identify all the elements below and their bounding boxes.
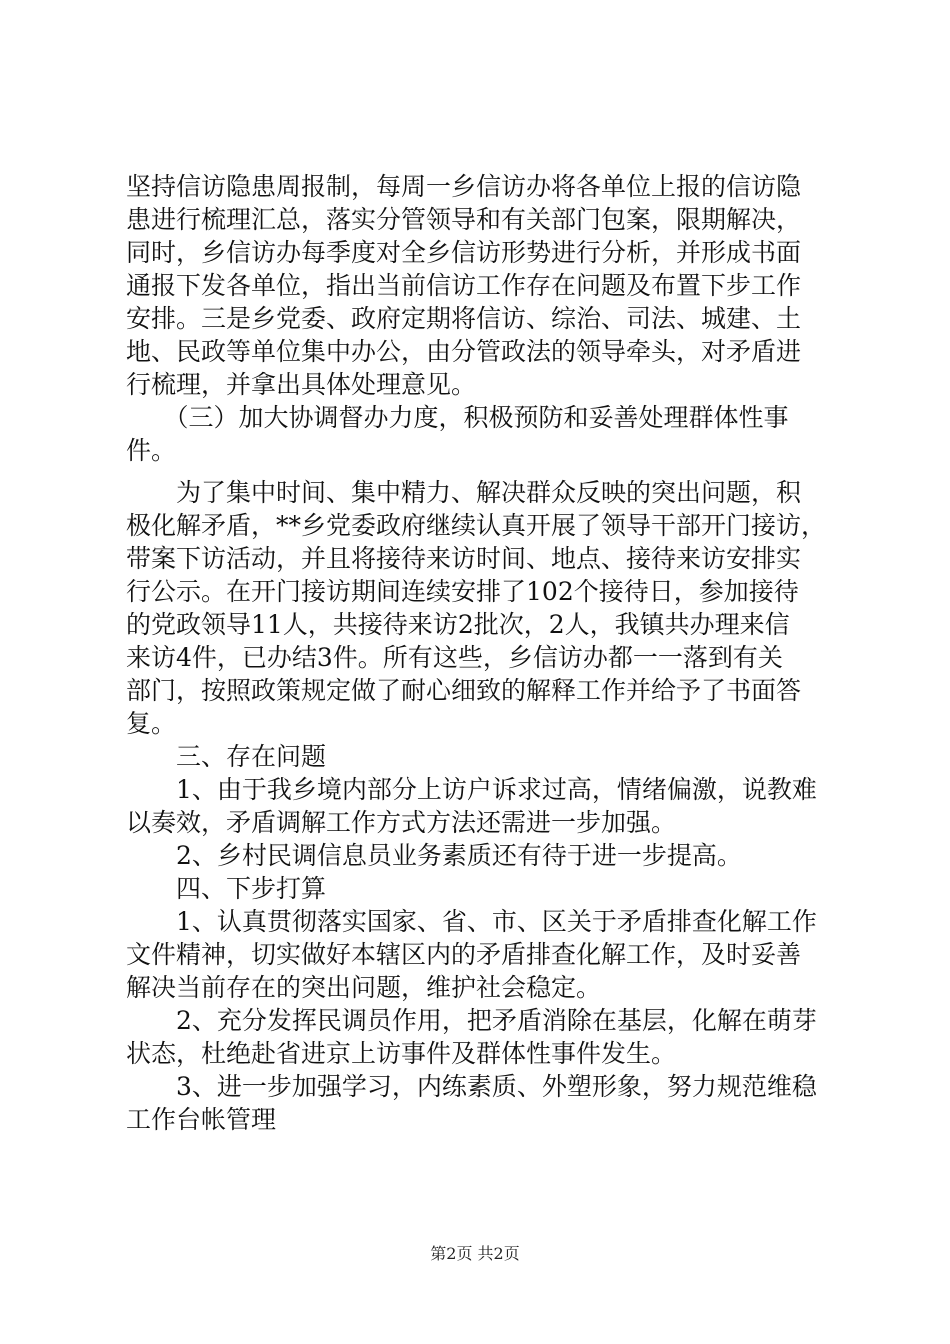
text-line: 2、充分发挥民调员作用，把矛盾消除在基层，化解在萌芽: [126, 1006, 817, 1035]
text-line: 极化解矛盾，**乡党委政府继续认真开展了领导干部开门接访，: [126, 511, 827, 540]
document-body: [126, 170, 826, 1136]
section-heading: 三、存在问题: [126, 742, 327, 771]
text-line: 文件精神，切实做好本辖区内的矛盾排查化解工作，及时妥善: [126, 940, 802, 969]
text-line: 解决当前存在的突出问题，维护社会稳定。: [126, 973, 602, 1002]
text-line: 复。: [126, 709, 177, 738]
page-number-footer: 第2页 共2页: [430, 1244, 520, 1263]
text-line: 安排。三是乡党委、政府定期将信访、综治、司法、城建、土: [126, 304, 802, 333]
section-heading-line: （三）加大协调督办力度，积极预防和妥善处理群体性事: [126, 403, 789, 432]
text-line: 以奏效，矛盾调解工作方式方法还需进一步加强。: [126, 808, 677, 837]
section-heading-line: 件。: [126, 436, 177, 465]
text-line: 带案下访活动，并且将接待来访时间、地点、接待来访安排实: [126, 544, 802, 573]
text-line: 地、民政等单位集中办公，由分管政法的领导牵头，对矛盾进: [126, 337, 802, 366]
text-line: 状态，杜绝赴省进京上访事件及群体性事件发生。: [126, 1039, 677, 1068]
text-line: 的党政领导11人，共接待来访2批次，2人，我镇共办理来信: [126, 610, 790, 639]
text-line: 1、由于我乡境内部分上访户诉求过高，情绪偏激，说教难: [126, 775, 817, 804]
text-line: 2、乡村民调信息员业务素质还有待于进一步提高。: [126, 841, 742, 870]
text-line: 通报下发各单位，指出当前信访工作存在问题及布置下步工作: [126, 271, 802, 300]
text-line: 行公示。在开门接访期间连续安排了102个接待日，参加接待: [126, 577, 799, 606]
text-line: 为了集中时间、集中精力、解决群众反映的突出问题，积: [126, 478, 802, 507]
text-line: 工作台帐管理: [126, 1105, 277, 1134]
text-line: 坚持信访隐患周报制，每周一乡信访办将各单位上报的信访隐: [126, 172, 802, 201]
text-line: 1、认真贯彻落实国家、省、市、区关于矛盾排查化解工作: [126, 907, 817, 936]
text-line: 患进行梳理汇总，落实分管领导和有关部门包案，限期解决，: [126, 205, 802, 234]
text-line: 来访4件，已办结3件。所有这些，乡信访办都一一落到有关: [126, 643, 783, 672]
text-line: 同时，乡信访办每季度对全乡信访形势进行分析，并形成书面: [126, 238, 802, 267]
text-line: 部门，按照政策规定做了耐心细致的解释工作并给予了书面答: [126, 676, 802, 705]
text-line: 行梳理，并拿出具体处理意见。: [126, 370, 477, 399]
section-heading: 四、下步打算: [126, 874, 327, 903]
text-line: 3、进一步加强学习，内练素质、外塑形象，努力规范维稳: [126, 1072, 817, 1101]
